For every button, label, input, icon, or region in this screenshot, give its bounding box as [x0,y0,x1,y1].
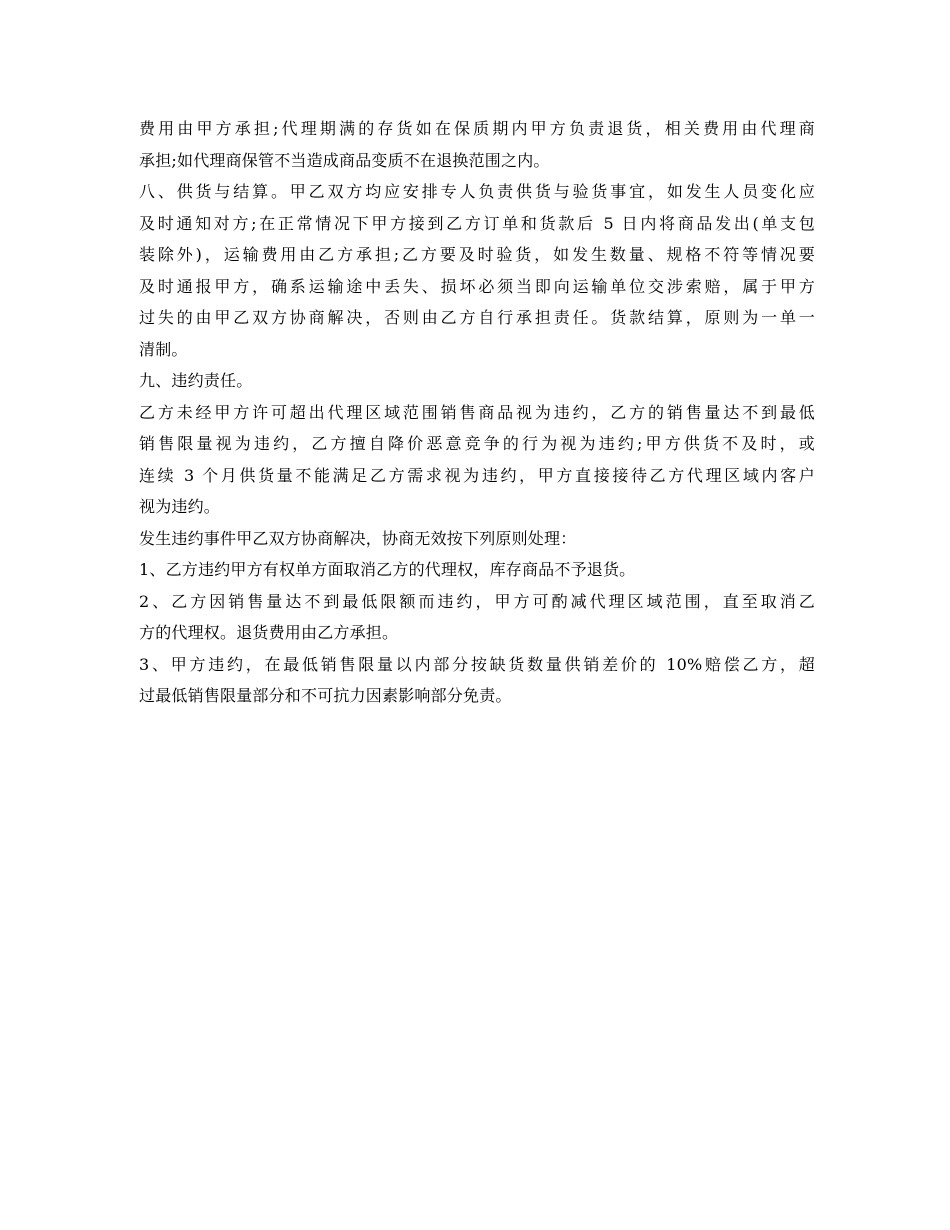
text-line-14: 发生违约事件甲乙双方协商解决，协商无效按下列原则处理： [139,528,577,548]
section-9-heading: 九、违约责任。 [139,371,253,390]
list-item-3-line-1: 3、甲方违约，在最低销售限量以内部分按缺货数量供销差价的 10%赔偿乙方，超 [139,654,815,674]
text-line-10: 乙方未经甲方许可超出代理区域范围销售商品视为违约，乙方的销售量达不到最低 [139,402,815,422]
text-line-6: 及时通报甲方，确系运输途中丢失、损坏必须当即向运输单位交涉索赔，属于甲方 [139,276,815,296]
document-body [139,113,815,712]
list-item-2-line-1: 2、乙方因销售量达不到最低限额而违约，甲方可酌减代理区域范围，直至取消乙 [139,591,815,611]
text-line-4: 及时通知对方;在正常情况下甲方接到乙方订单和货款后 5 日内将商品发出(单支包 [139,213,815,233]
list-item-3-line-2: 过最低销售限量部分和不可抗力因素影响部分免责。 [139,686,512,705]
list-item-1: 1、乙方违约甲方有权单方面取消乙方的代理权，库存商品不予退货。 [139,560,636,579]
text-line-2: 承担;如代理商保管不当造成商品变质不在退换范围之内。 [139,150,550,170]
text-line-11: 销售限量视为违约，乙方擅自降价恶意竞争的行为视为违约;甲方供货不及时，或 [139,434,815,453]
section-8-heading-line: 八、供货与结算。甲乙双方均应安排专人负责供货与验货事宜，如发生人员变化应 [139,182,815,201]
text-line-5: 装除外)，运输费用由乙方承担;乙方要及时验货，如发生数量、规格不符等情况要 [139,245,815,264]
text-line-12: 连续 3 个月供货量不能满足乙方需求视为违约，甲方直接接待乙方代理区域内客户 [139,465,815,485]
text-line-7: 过失的由甲乙双方协商解决，否则由乙方自行承担责任。货款结算，原则为一单一 [139,308,815,327]
text-line-8: 清制。 [139,339,188,359]
text-line-13: 视为违约。 [139,497,221,516]
text-line-1: 费用由甲方承担;代理期满的存货如在保质期内甲方负责退货，相关费用由代理商 [139,119,815,138]
list-item-2-line-2: 方的代理权。退货费用由乙方承担。 [139,623,399,642]
